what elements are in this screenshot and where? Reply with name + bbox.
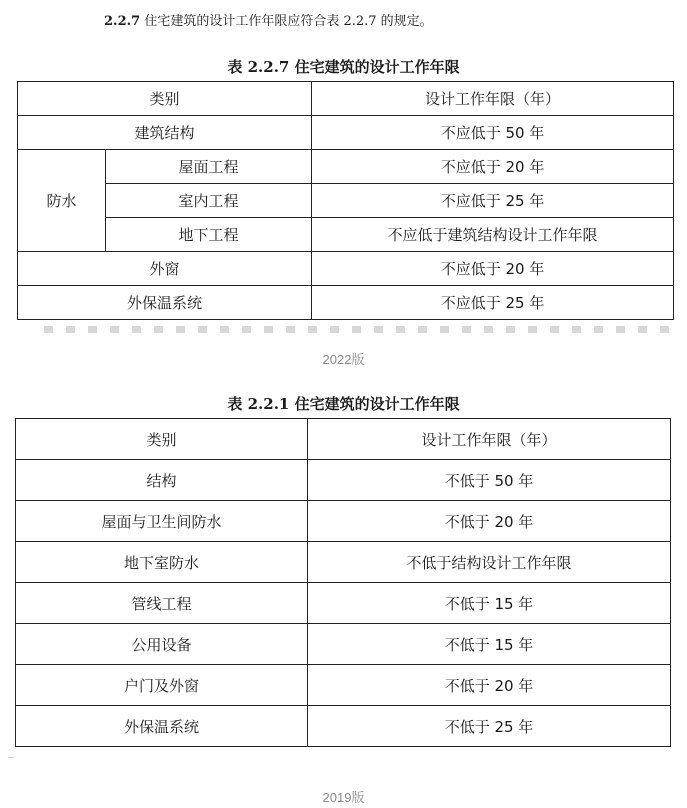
table-2022-caption: 表 2.2.7 住宅建筑的设计工作年限	[227, 58, 460, 76]
cropped-text-fragment	[0, 323, 687, 333]
clause-number: 2.2.7	[104, 14, 141, 29]
header-category: 类别	[16, 419, 308, 460]
row-category: 公用设备	[16, 624, 308, 665]
table-row	[16, 583, 671, 624]
row-category: 结构	[16, 460, 308, 501]
row-category: 外窗	[18, 252, 312, 286]
table-row	[18, 184, 674, 218]
table-row	[16, 501, 671, 542]
row-value: 不应低于建筑结构设计工作年限	[312, 218, 674, 252]
row-category: 室内工程	[106, 184, 312, 218]
table-2022	[17, 81, 674, 320]
row-value: 不低于 20 年	[308, 501, 671, 542]
table-row	[18, 218, 674, 252]
clause-text	[104, 10, 433, 29]
row-value: 不应低于 50 年	[312, 116, 674, 150]
table-header-row	[16, 419, 671, 460]
header-years: 设计工作年限（年）	[312, 82, 674, 116]
version-label-2022: 2022版	[322, 352, 365, 367]
row-value: 不低于 25 年	[308, 706, 671, 747]
row-value: 不应低于 25 年	[312, 286, 674, 320]
table-header-row	[18, 82, 674, 116]
row-category: 屋面工程	[106, 150, 312, 184]
row-value: 不低于 50 年	[308, 460, 671, 501]
header-category: 类别	[18, 82, 312, 116]
row-category: 地下工程	[106, 218, 312, 252]
row-value: 不低于 15 年	[308, 624, 671, 665]
row-value: 不应低于 20 年	[312, 252, 674, 286]
row-category: 外保温系统	[16, 706, 308, 747]
table-row	[16, 624, 671, 665]
row-value: 不低于 15 年	[308, 583, 671, 624]
table-row	[16, 706, 671, 747]
row-value: 不应低于 20 年	[312, 150, 674, 184]
table-row	[18, 150, 674, 184]
clause-body: 住宅建筑的设计工作年限应符合表 2.2.7 的规定。	[144, 14, 433, 29]
divider-mark	[8, 757, 14, 758]
row-value: 不低于结构设计工作年限	[308, 542, 671, 583]
header-years: 设计工作年限（年）	[308, 419, 671, 460]
row-category: 户门及外窗	[16, 665, 308, 706]
waterproof-group-cell: 防水	[18, 150, 106, 252]
table-row	[16, 460, 671, 501]
row-category: 地下室防水	[16, 542, 308, 583]
table-row	[18, 116, 674, 150]
table-2019	[15, 418, 671, 747]
table-row	[18, 252, 674, 286]
row-category: 管线工程	[16, 583, 308, 624]
table-row	[18, 286, 674, 320]
row-category: 外保温系统	[18, 286, 312, 320]
table-row	[16, 542, 671, 583]
row-value: 不低于 20 年	[308, 665, 671, 706]
table-2019-caption: 表 2.2.1 住宅建筑的设计工作年限	[227, 395, 460, 413]
row-value: 不应低于 25 年	[312, 184, 674, 218]
version-label-2019: 2019版	[322, 790, 365, 805]
table-row	[16, 665, 671, 706]
row-category: 屋面与卫生间防水	[16, 501, 308, 542]
row-category: 建筑结构	[18, 116, 312, 150]
